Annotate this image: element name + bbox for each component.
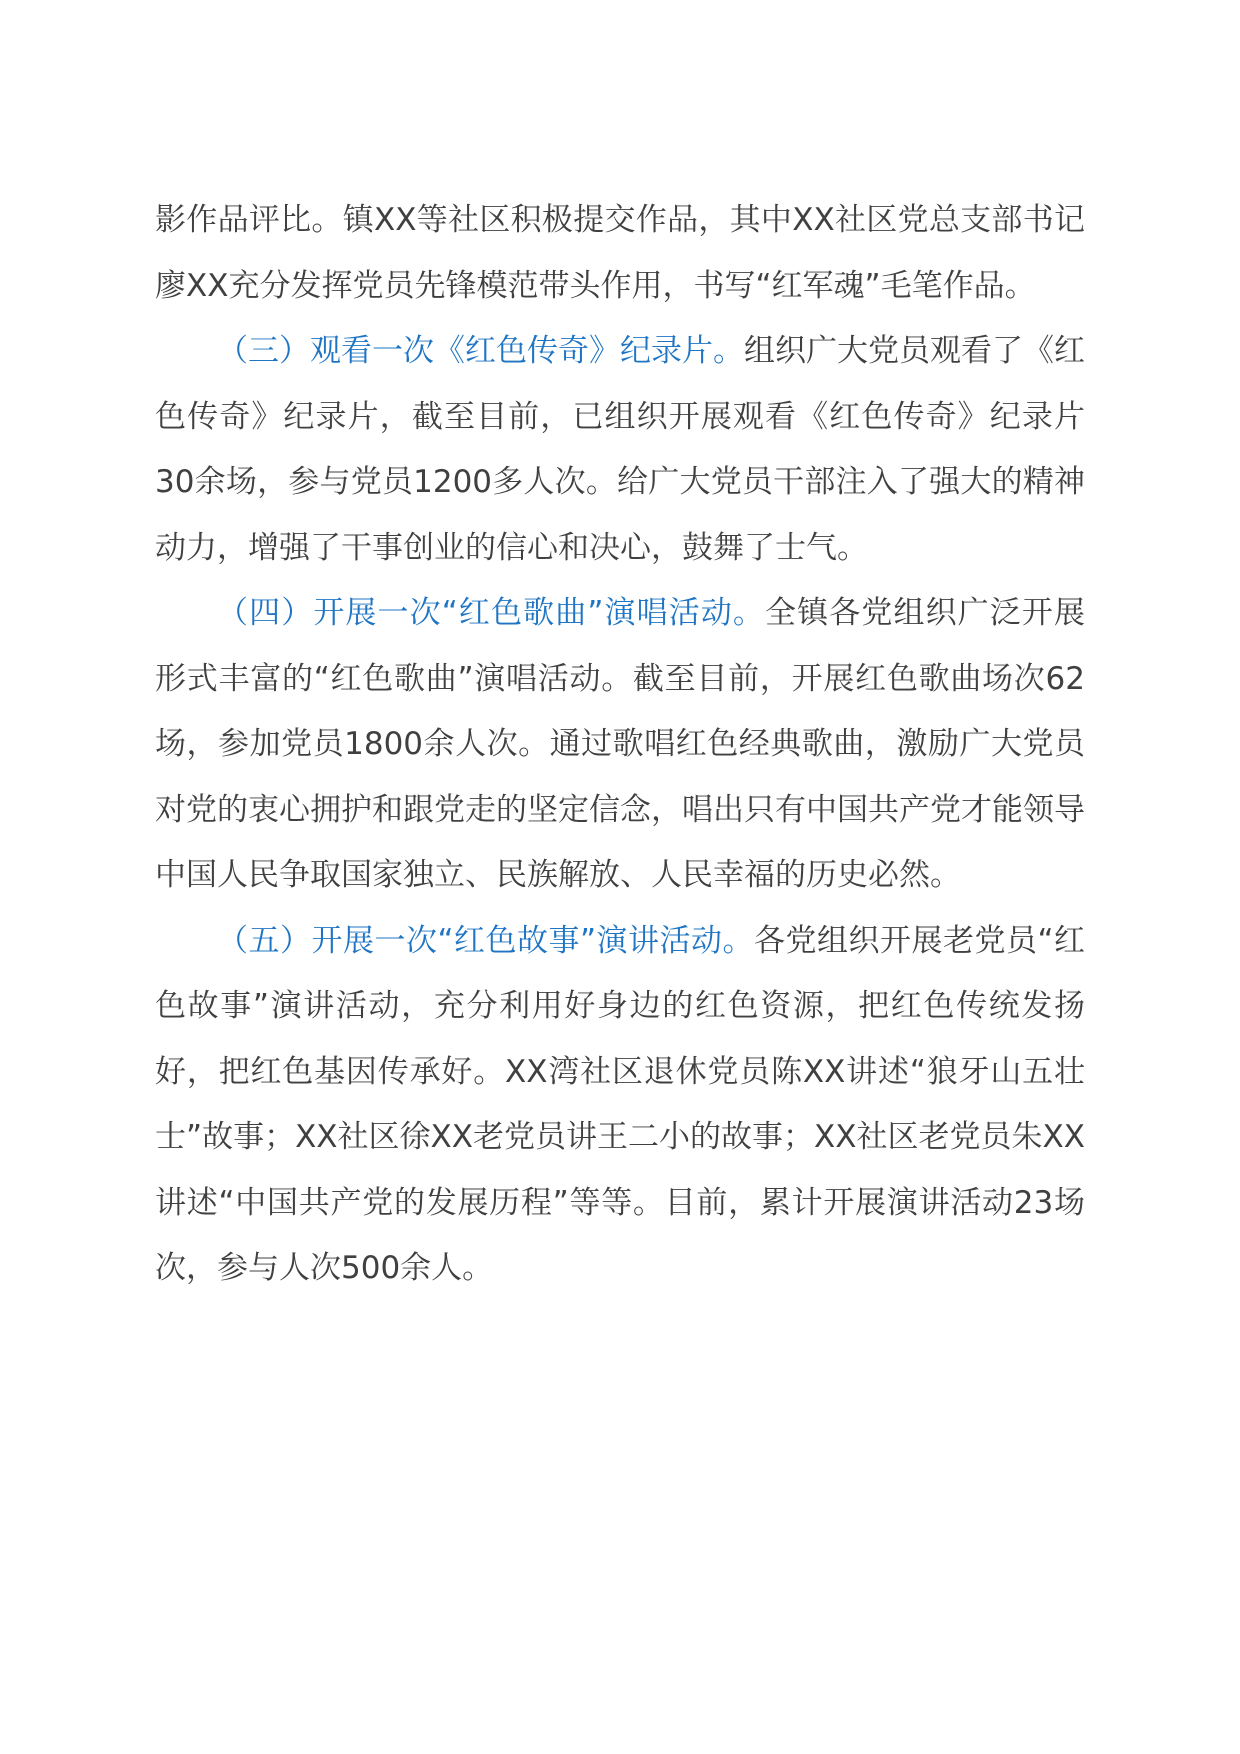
section-heading-documentary: （三）观看一次《红色传奇》纪录片。 <box>217 333 744 369</box>
paragraph-documentary <box>155 319 1085 581</box>
paragraph-body: 各党组织开展老党员“红色故事”演讲活动，充分利用好身边的红色资源，把红色传统发扬好，把红色基因传承好。XX湾社区退休党员陈XX讲述“狼牙山五壮士”故事；XX社区徐XX老党员讲王二小的故事；XX社区老党员朱XX讲述“中国共产党的发展历程”等等。目前，累计开展演讲活动23场次，参与人次500余人。 <box>155 922 1085 1286</box>
paragraph-body: 全镇各党组织广泛开展形式丰富的“红色歌曲”演唱活动。截至目前，开展红色歌曲场次62场，参加党员1800余人次。通过歌唱红色经典歌曲，激励广大党员对党的衷心拥护和跟党走的坚定信念，唱出只有中国共产党才能领导中国人民争取国家独立、民族解放、人民幸福的历史必然。 <box>155 595 1086 893</box>
paragraph-red-stories <box>155 909 1085 1302</box>
paragraph-body: 组织广大党员观看了《红色传奇》纪录片，截至目前，已组织开展观看《红色传奇》纪录片30余场，参与党员1200多人次。给广大党员干部注入了强大的精神动力，增强了干事创业的信心和决心，鼓舞了士气。 <box>155 333 1085 566</box>
paragraph-red-songs <box>155 581 1085 909</box>
paragraph-photo-contest <box>155 188 1085 319</box>
document-page <box>155 188 1085 1302</box>
section-heading-red-stories: （五）开展一次“红色故事”演讲活动。 <box>217 922 754 959</box>
section-heading-red-songs: （四）开展一次“红色歌曲”演唱活动。 <box>217 595 766 631</box>
paragraph-body: 影作品评比。镇XX等社区积极提交作品，其中XX社区党总支部书记廖XX充分发挥党员先锋模范带头作用，书写“红军魂”毛笔作品。 <box>155 202 1085 304</box>
